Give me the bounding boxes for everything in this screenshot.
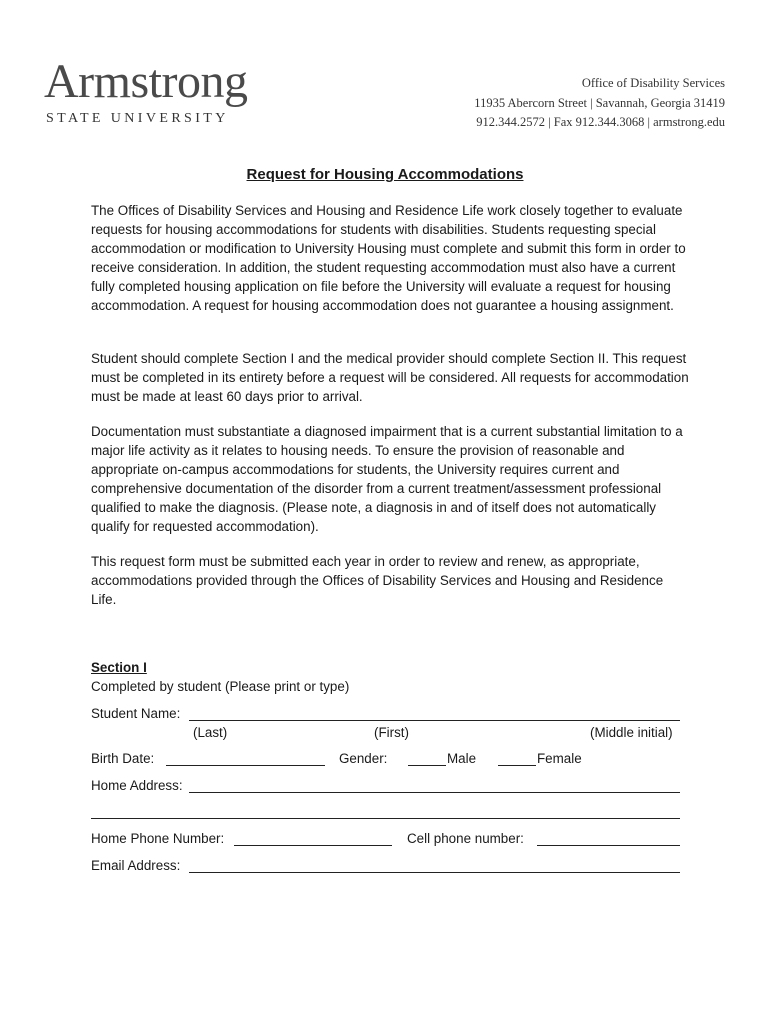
paragraph-intro: The Offices of Disability Services and Housing and Residence Life work closely together to evaluate requests for housing accommodations for students with disabilities. Students requesting special accommodation or modification to University Housing must complete and submit this form in order to receive consideration. In addition, the student requesting accommodation must also have a current fully completed housing application on file before the University will evaluate a request for housing accommodation. A request for housing accommodation does not guarantee a housing assignment. <box>91 203 686 313</box>
email-field[interactable] <box>189 872 680 873</box>
birth-date-label: Birth Date: <box>91 751 155 766</box>
name-last-caption: (Last) <box>193 725 228 740</box>
name-middle-caption: (Middle initial) <box>590 725 673 740</box>
home-address-field[interactable] <box>189 792 680 793</box>
gender-female-label: Female <box>537 751 582 766</box>
university-logo-name: Armstrong <box>44 55 248 108</box>
cell-phone-label: Cell phone number: <box>407 831 524 846</box>
office-address: 11935 Abercorn Street | Savannah, Georgia 31419 <box>474 95 725 110</box>
office-name: Office of Disability Services <box>581 76 725 90</box>
name-first-caption: (First) <box>374 725 409 740</box>
document-title: Request for Housing Accommodations <box>246 166 524 183</box>
student-name-label: Student Name: <box>91 706 181 721</box>
gender-female-field[interactable] <box>498 765 536 766</box>
section-1-heading: Section I <box>91 660 147 675</box>
home-address-field-line-2[interactable] <box>91 818 680 819</box>
home-phone-field[interactable] <box>234 845 392 846</box>
home-address-label: Home Address: <box>91 778 183 793</box>
birth-date-field[interactable] <box>166 765 325 766</box>
home-phone-label: Home Phone Number: <box>91 831 225 846</box>
section-1-subheading: Completed by student (Please print or type) <box>91 679 350 694</box>
cell-phone-field[interactable] <box>537 845 680 846</box>
gender-male-label: Male <box>447 751 477 766</box>
paragraph-documentation: Documentation must substantiate a diagnosed impairment that is a current substantial limitation to a major life activity as it relates to housing needs. To ensure the provision of reasonable and appropriate on-campus accommodations for students, the University requires current and comprehensive documentation of the disorder from a current treatment/assessment professional qualified to make the diagnosis. (Please note, a diagnosis in and of itself does not automatically qualify for requested accommodation). <box>91 424 683 534</box>
paragraph-renewal: This request form must be submitted each year in order to review and renew, as appropriate, accommodations provided through the Offices of Disability Services and Housing and Residence Life. <box>91 554 664 607</box>
paragraph-sections: Student should complete Section I and the medical provider should complete Section II. This request must be completed in its entirety before a request will be considered. All requests for accommodation must be made at least 60 days prior to arrival. <box>91 351 689 404</box>
student-name-field[interactable] <box>189 720 680 721</box>
gender-male-field[interactable] <box>408 765 446 766</box>
office-contact: 912.344.2572 | Fax 912.344.3068 | armstrong.edu <box>476 115 725 129</box>
office-contact-block <box>474 74 725 133</box>
university-logo-subtitle: STATE UNIVERSITY <box>46 111 229 126</box>
gender-label: Gender: <box>339 751 388 766</box>
email-label: Email Address: <box>91 858 181 873</box>
